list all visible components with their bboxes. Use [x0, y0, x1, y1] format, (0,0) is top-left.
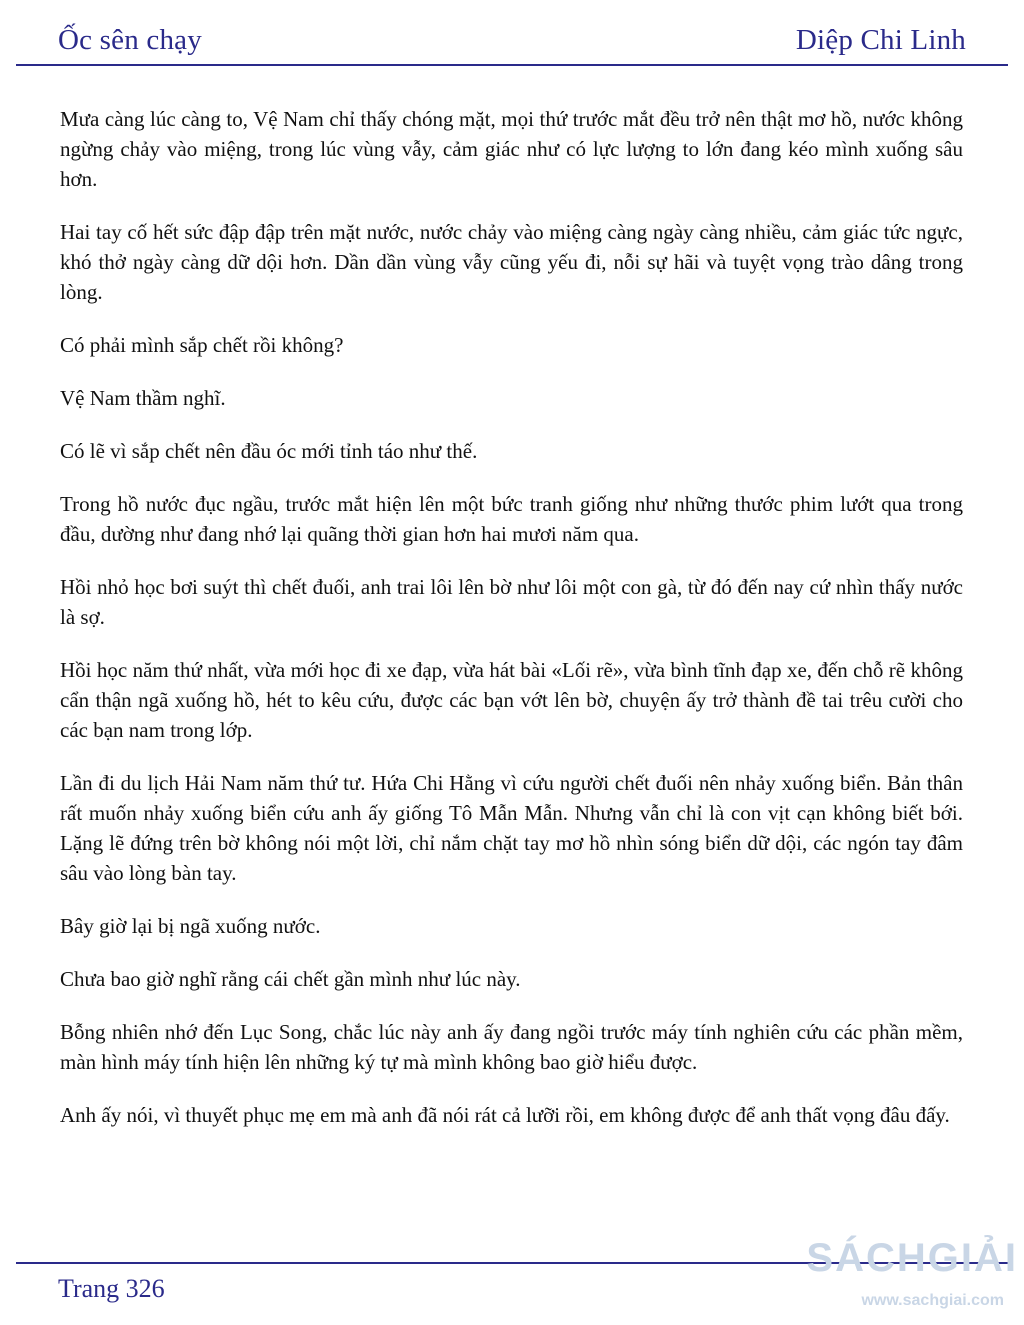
paragraph: Bây giờ lại bị ngã xuống nước.: [60, 914, 321, 938]
paragraph: Bỗng nhiên nhớ đến Lục Song, chắc lúc này anh ấy đang ngồi trước máy tính nghiên cứu các phần mềm, màn hình máy tính hiện lên những ký tự mà mình không bao giờ hiểu được.: [60, 1020, 963, 1074]
author-name: Diệp Chi Linh: [795, 24, 966, 56]
paragraph: Hồi học năm thứ nhất, vừa mới học đi xe đạp, vừa hát bài «Lối rẽ», vừa bình tĩnh đạp xe, đến chỗ rẽ không cẩn thận ngã xuống hồ, hét to kêu cứu, được các bạn vớt lên bờ, chuyện ấy trở thành đề tai trêu cười cho các bạn nam trong lớp.: [60, 658, 963, 742]
paragraph: Lần đi du lịch Hải Nam năm thứ tư. Hứa Chi Hằng vì cứu người chết đuối nên nhảy xuống biển. Bản thân rất muốn nhảy xuống biển cứu anh ấy giống Tô Mẫn Mẫn. Nhưng vẫn chỉ là con vịt cạn không biết bới. Lặng lẽ đứng trên bờ không nói một lời, chỉ nắm chặt tay mơ hồ nhìn sóng biển dữ dội, các ngón tay đâm sâu vào lòng bàn tay.: [60, 771, 963, 885]
paragraph: Hai tay cố hết sức đập đập trên mặt nước, nước chảy vào miệng càng ngày càng nhiều, cảm giác tức ngực, khó thở ngày càng dữ dội hơn. Dần dần vùng vẫy cũng yếu đi, nỗi sự hãi và tuyệt vọng trào dâng trong lòng.: [60, 220, 963, 304]
page-number: Trang 326: [58, 1274, 165, 1303]
paragraph: Hồi nhỏ học bơi suýt thì chết đuối, anh trai lôi lên bờ như lôi một con gà, từ đó đến nay cứ nhìn thấy nước là sợ.: [60, 575, 963, 629]
watermark-brand: SÁCHGIẢI: [806, 1236, 1018, 1280]
paragraph: Mưa càng lúc càng to, Vệ Nam chỉ thấy chóng mặt, mọi thứ trước mắt đều trở nên thật mơ hồ, nước không ngừng chảy vào miệng, trong lúc vùng vẫy, cảm giác như có lực lượng to lớn đang kéo mình xuống sâu hơn.: [60, 107, 963, 191]
paragraph: Có phải mình sắp chết rồi không?: [60, 333, 344, 357]
watermark-url: www.sachgiai.com: [861, 1292, 1004, 1309]
paragraph: Trong hồ nước đục ngầu, trước mắt hiện lên một bức tranh giống như những thước phim lướt qua trong đầu, dường như đang nhớ lại quãng thời gian hơn hai mươi năm qua.: [60, 492, 963, 546]
header-divider: [16, 64, 1008, 66]
book-title: Ốc sên chạy: [58, 24, 202, 56]
watermark-logo: [806, 1236, 1018, 1318]
page-header: [58, 24, 966, 64]
paragraph: Có lẽ vì sắp chết nên đầu óc mới tỉnh táo như thế.: [60, 439, 478, 463]
paragraph: Anh ấy nói, vì thuyết phục mẹ em mà anh đã nói rát cả lưỡi rồi, em không được để anh thất vọng đâu đấy.: [60, 1103, 950, 1127]
paragraph: Vệ Nam thầm nghĩ.: [60, 386, 226, 410]
paragraph: Chưa bao giờ nghĩ rằng cái chết gần mình như lúc này.: [60, 967, 521, 991]
body-text: [60, 104, 963, 1153]
